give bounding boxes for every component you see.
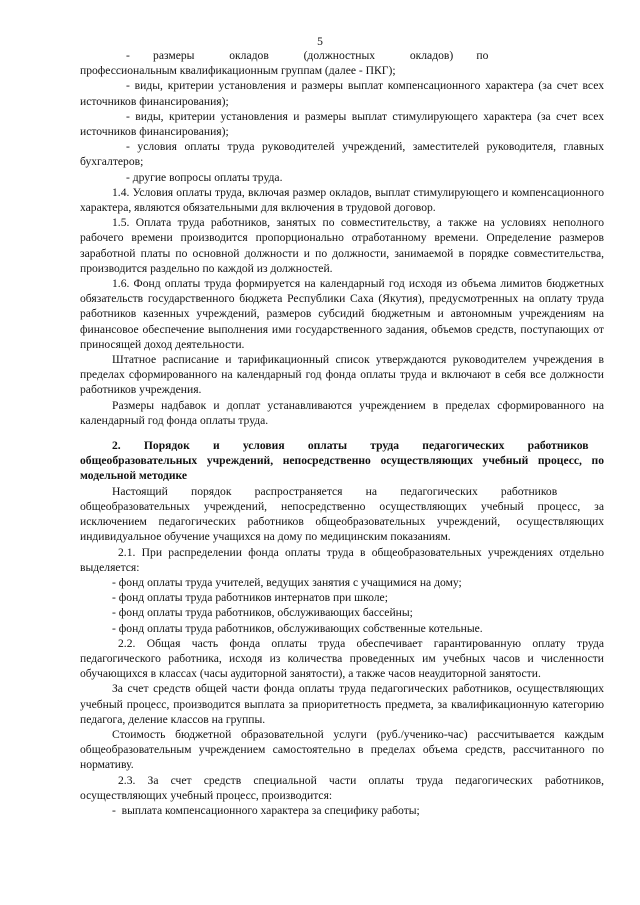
- section-1-paragraph: Размеры надбавок и доплат устанавливаются учреждением в пределах сформированного на календарный год фонда оплаты труда.: [80, 398, 604, 427]
- section-2-paragraph: - фонд оплаты труда учителей, ведущих занятия с учащимися на дому;: [112, 575, 462, 589]
- section-1-paragraph: Штатное расписание и тарификационный список утверждаются руководителем учреждения в пределах сформированного на календарный год фонда оплаты труда и включают в себя все должности работников учреждения.: [80, 353, 604, 397]
- section-2-paragraph: - выплата компенсационного характера за специфику работы;: [112, 803, 420, 817]
- section-2-paragraph: За счет средств общей части фонда оплаты труда педагогических работников, осуществляющих учебный процесс, производится выплата за приоритетность предмета, за квалификационную категорию педагога, деление классов на группы.: [80, 682, 604, 726]
- section-1-paragraph: 1.5. Оплата труда работников, занятых по совместительству, а также на условиях неполного рабочего времени производится пропорционально отработанному времени. Определение размеров заработной платы по основной должности и по должности, занимаемой в порядке совместительства, производится раздельно по каждой из должностей.: [80, 216, 604, 275]
- section-1-paragraph: - виды, критерии установления и размеры выплат стимулирующего характера (за счет всех источников финансирования);: [80, 109, 604, 139]
- page-number: 5: [317, 35, 323, 48]
- section-2-paragraph: - фонд оплаты труда работников, обслуживающих бассейны;: [112, 606, 413, 620]
- section-1-paragraph: 1.4. Условия оплаты труда, включая размер окладов, выплат стимулирующего и компенсационного характера, являются обязательными для включения в трудовой договор.: [80, 185, 604, 215]
- section-gap: [80, 428, 604, 438]
- section-1-paragraph: - другие вопросы оплаты труда.: [126, 170, 283, 184]
- section-2-paragraph: - фонд оплаты труда работников, обслуживающих собственные котельные.: [112, 621, 483, 635]
- section-1-paragraph: 1.6. Фонд оплаты труда формируется на календарный год исходя из объема лимитов бюджетных обязательств государственного бюджета Республики Саха (Якутия), предусмотренных на оплату труда работников казенных учреждений, размеров субсидий бюджетным и автономным учреждениям на финансовое обеспечение выполнения ими государственного задания, объемов средств, поступающих от приносящей доход деятельности.: [80, 277, 604, 351]
- section-2-heading: 2. Порядок и условия оплаты труда педагогических работников общеобразовательных учреждений, непосредственно осуществляющих учебный процесс, по модельной методике: [80, 439, 604, 483]
- section-2-paragraph: - фонд оплаты труда работников интернатов при школе;: [112, 591, 388, 605]
- section-2-paragraph: 2.3. За счет средств специальной части оплаты труда педагогических работников, осуществляющих учебный процесс, производится:: [80, 773, 604, 802]
- section-1-paragraph: - размеры окладов (должностных окладов) по профессиональным квалификационным группам (далее - ПКГ);: [80, 49, 524, 78]
- section-1-paragraph: - условия оплаты труда руководителей учреждений, заместителей руководителя, главных бухгалтеров;: [80, 140, 604, 169]
- section-2-paragraph: 2.1. При распределении фонда оплаты труда в общеобразовательных учреждениях отдельно выделяется:: [80, 545, 604, 574]
- section-1-continuation: [80, 48, 604, 428]
- section-2-body: [80, 484, 604, 818]
- section-1-paragraph: - виды, критерии установления и размеры выплат компенсационного характера (за счет всех источников финансирования);: [80, 79, 604, 108]
- section-2-paragraph: Настоящий порядок распространяется на педагогических работников общеобразовательных учреждений, непосредственно осуществляющих учебный процесс, за исключением педагогических работников общеобразовательных учреждений, осуществляющих индивидуальное обучение учащихся на дому по медицинским показаниям.: [80, 484, 604, 544]
- document-body: [80, 48, 604, 818]
- section-2-paragraph: 2.2. Общая часть фонда оплаты труда обеспечивает гарантированную оплату труда педагогического работника, исходя из количества проведенных им учебных часов и численности обучающихся в классах (часы аудиторной занятости), а также часов неаудиторной занятости.: [80, 636, 604, 681]
- section-2-paragraph: Стоимость бюджетной образовательной услуги (руб./ученико-час) рассчитывается каждым общеобразовательным учреждением самостоятельно в пределах объема средств, рассчитанного по нормативу.: [80, 727, 604, 772]
